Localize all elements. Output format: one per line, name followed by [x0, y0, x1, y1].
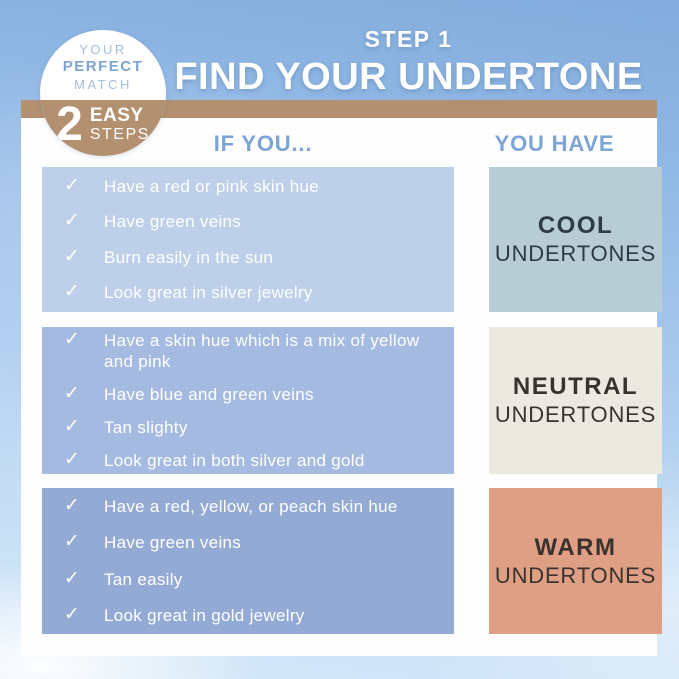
badge-words	[90, 106, 150, 144]
criteria-item	[60, 247, 444, 268]
result-title: COOL	[537, 212, 614, 239]
criteria-text: Have green veins	[104, 212, 242, 232]
criteria-item	[60, 330, 444, 372]
result-box-cool	[489, 167, 662, 312]
criteria-item	[60, 176, 444, 197]
check-icon: ✓	[63, 328, 81, 350]
step-label: STEP 1	[364, 26, 453, 52]
criteria-item	[60, 450, 444, 471]
badge-steps-text	[40, 96, 166, 156]
badge-steps: STEPS	[89, 126, 150, 143]
undertone-row-neutral	[42, 327, 657, 474]
check-icon: ✓	[63, 210, 81, 232]
criteria-item	[60, 384, 444, 405]
criteria-box-cool	[42, 167, 454, 312]
badge-perfect: PERFECT	[62, 58, 144, 75]
check-icon: ✓	[63, 382, 81, 404]
check-icon: ✓	[63, 175, 81, 197]
check-icon: ✓	[63, 280, 81, 302]
check-icon: ✓	[63, 567, 81, 589]
badge-match: MATCH	[74, 77, 132, 92]
column-header-if-you: IF YOU...	[213, 131, 313, 156]
criteria-list	[42, 330, 454, 471]
result-title: WARM	[534, 533, 617, 561]
badge-easy: EASY	[89, 105, 144, 126]
criteria-item	[60, 496, 444, 517]
result-box-warm	[489, 488, 662, 634]
result-title: NEUTRAL	[512, 373, 639, 400]
result-subtitle: UNDERTONES	[494, 402, 657, 427]
criteria-text: Have blue and green veins	[104, 384, 314, 404]
criteria-text: Have green veins	[104, 533, 242, 553]
criteria-item	[60, 569, 444, 590]
check-icon: ✓	[63, 449, 81, 471]
criteria-box-warm	[42, 488, 454, 634]
criteria-text: Have a red or pink skin hue	[104, 177, 320, 197]
column-header-you-have: YOU HAVE	[494, 131, 615, 156]
criteria-text: Tan slighty	[104, 418, 188, 438]
criteria-text: Tan easily	[104, 569, 183, 589]
criteria-text: Look great in silver jewelry	[104, 282, 313, 302]
badge-top-text	[40, 41, 166, 93]
criteria-box-neutral	[42, 327, 454, 474]
criteria-text: Burn easily in the sun	[104, 247, 274, 267]
check-icon: ✓	[63, 416, 81, 438]
criteria-item	[60, 417, 444, 438]
check-icon: ✓	[63, 245, 81, 267]
criteria-text: Look great in both silver and gold	[104, 451, 365, 471]
result-subtitle: UNDERTONES	[494, 241, 657, 266]
result-box-neutral	[489, 327, 662, 474]
undertone-row-warm	[42, 488, 657, 634]
check-icon: ✓	[63, 495, 81, 517]
criteria-list	[42, 496, 454, 625]
criteria-text: Have a red, yellow, or peach skin hue	[104, 497, 398, 517]
title-block	[160, 26, 657, 99]
criteria-list	[42, 176, 454, 302]
badge-your: YOUR	[79, 42, 127, 57]
criteria-item	[60, 211, 444, 232]
check-icon: ✓	[63, 531, 81, 553]
criteria-text: Look great in gold jewelry	[104, 605, 305, 625]
check-icon: ✓	[63, 603, 81, 625]
criteria-item	[60, 282, 444, 303]
page-title: FIND YOUR UNDERTONE	[174, 56, 643, 98]
criteria-item	[60, 532, 444, 553]
criteria-text: Have a skin hue which is a mix of yellow and pink	[104, 330, 420, 371]
undertone-row-cool	[42, 167, 657, 312]
criteria-item	[60, 605, 444, 626]
content-card	[21, 100, 657, 656]
perfect-match-badge	[40, 30, 166, 156]
badge-number: 2	[56, 98, 83, 151]
result-subtitle: UNDERTONES	[494, 562, 657, 588]
